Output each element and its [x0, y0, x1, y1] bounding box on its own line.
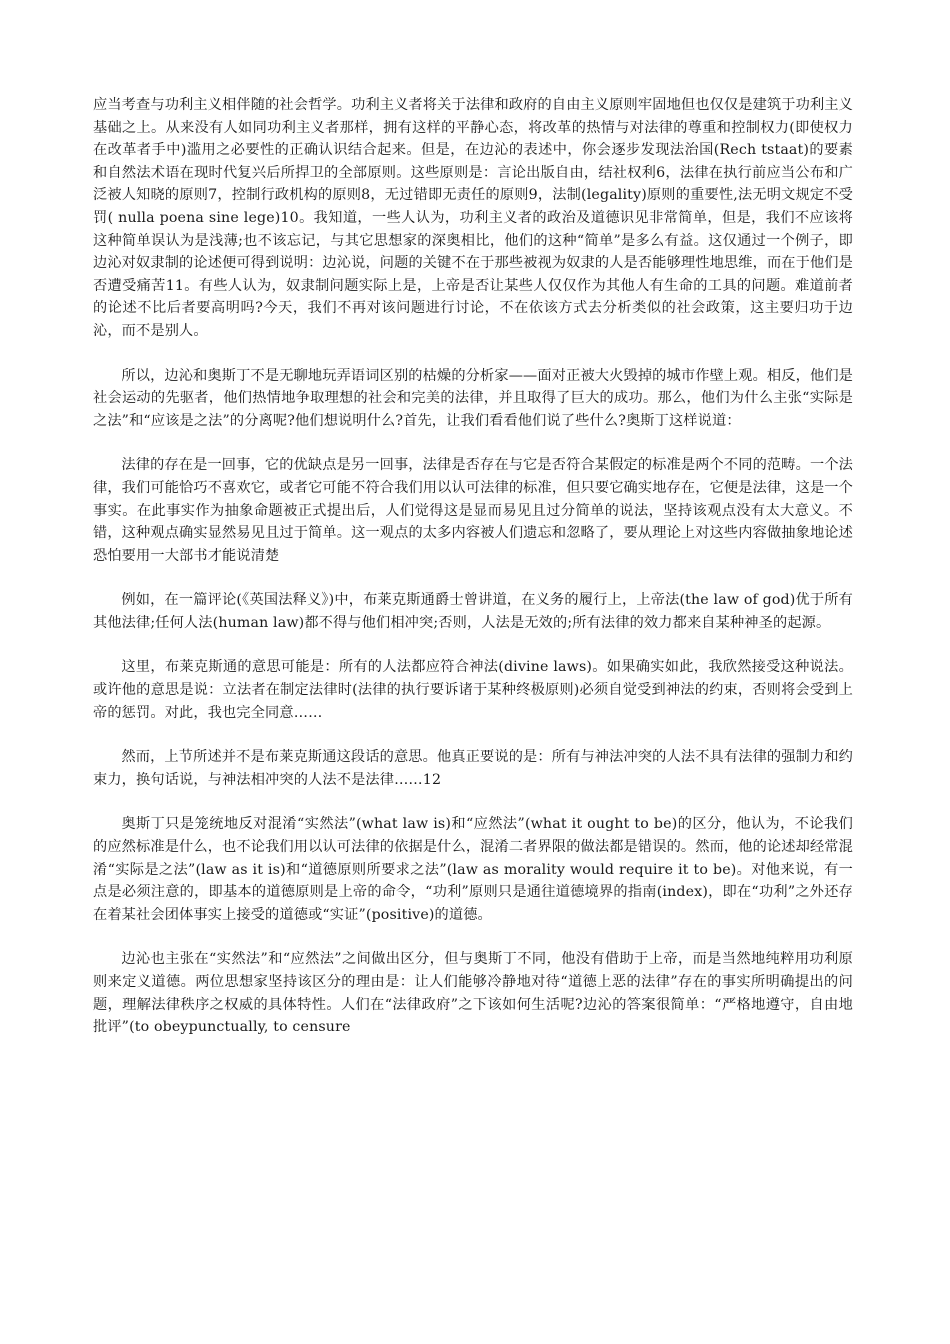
document-page — [93, 94, 853, 1061]
paragraph-blackstone-divine-laws: 这里，布莱克斯通的意思可能是：所有的人法都应符合神法(divine laws)。如果确实如此，我欣然接受这种说法。或许他的意思是说：立法者在制定法律时(法律的执行要诉诸于某种终极原则)必须自觉受到神法的约束，否则将会受到上帝的惩罚。对此，我也完全同意…… — [93, 659, 853, 721]
paragraph-austin-quote-existence-of-law: 法律的存在是一回事，它的优缺点是另一回事，法律是否存在与它是否符合某假定的标准是两个不同的范畴。一个法律，我们可能恰巧不喜欢它，或者它可能不符合我们用以认可法律的标准，但只要它确实地存在，它便是法律，这是一个事实。在此事实作为抽象命题被正式提出后，人们觉得这是显而易见且过分简单的说法，坚持该观点没有太大意义。不错，这种观点确实显然易见且过于简单。这一观点的太多内容被人们遗忘和忽略了，要从理论上对这些内容做抽象地论述恐怕要用一大部书才能说清楚 — [93, 457, 853, 564]
paragraph-austin-is-ought-distinction: 奥斯丁只是笼统地反对混淆“实然法”(what law is)和“应然法”(what it ought to be)的区分，他认为，不论我们的应然标准是什么，也不论我们用以认可法律的依据是什么，混淆二者界限的做法都是错误的。然而，他的论述却经常混淆“实际是之法”(law as it is)和“道德原则所要求之法”(law as morality would require it to be)。对他来说，有一点是必须注意的，即基本的道德原则是上帝的命令，“功利”原则只是通往道德境界的指南(index)，即在“功利”之外还存在着某社会团体事实上接受的道德或“实证”(positive)的道德。 — [93, 816, 853, 923]
paragraph-blackstone-meaning: 然而，上节所述并不是布莱克斯通这段话的意思。他真正要说的是：所有与神法冲突的人法不具有法律的强制力和约束力，换句话说，与神法相冲突的人法不是法律……12 — [93, 749, 853, 788]
paragraph-bentham-obey-censure: 边沁也主张在“实然法”和“应然法”之间做出区分，但与奥斯丁不同，他没有借助于上帝，而是当然地纯粹用功利原则来定义道德。两位思想家坚持该区分的理由是：让人们能够冷静地对待“道德上恶的法律”存在的事实所明确提出的问题，理解法律秩序之权威的具体特性。人们在“法律政府”之下该如何生活呢?边沁的答案很简单：“严格地遵守，自由地批评”(to obeypunctually, to censure — [93, 951, 853, 1036]
paragraph-utilitarian-social-philosophy: 应当考查与功利主义相伴随的社会哲学。功利主义者将关于法律和政府的自由主义原则牢固地但也仅仅是建筑于功利主义基础之上。从来没有人如同功利主义者那样，拥有这样的平静心态，将改革的热情与对法律的尊重和控制权力(即使权力在改革者手中)滥用之必要性的正确认识结合起来。但是，在边沁的表述中，你会逐步发现法治国(Rech tstaat)的要素和自然法术语在现时代复兴后所捍卫的全部原则。这些原则是：言论出版自由，结社权利6，法律在执行前应当公布和广泛被人知晓的原则7，控制行政机构的原则8，无过错即无责任的原则9，法制(legality)原则的重要性,法无明文规定不受罚( nulla poena sine lege)10。我知道，一些人认为，功利主义者的政治及道德识见非常简单，但是，我们不应该将这种简单误认为是浅薄;也不该忘记，与其它思想家的深奥相比，他们的这种“简单”是多么有益。这仅通过一个例子，即边沁对奴隶制的论述便可得到说明：边沁说，问题的关键不在于那些被视为奴隶的人是否能够理性地思维，而在于他们是否遭受痛苦11。有些人认为，奴隶制问题实际上是，上帝是否让某些人仅仅作为其他人有生命的工具的问题。难道前者的论述不比后者要高明吗?今天，我们不再对该问题进行讨论，不在依该方式去分析类似的社会政策，这主要归功于边沁，而不是别人。 — [93, 97, 853, 339]
paragraph-bentham-austin-pioneers: 所以，边沁和奥斯丁不是无聊地玩弄语词区别的枯燥的分析家——面对正被大火毁掉的城市作壁上观。相反，他们是社会运动的先驱者，他们热情地争取理想的社会和完美的法律，并且取得了巨大的成功。那么，他们为什么主张“实际是之法”和“应该是之法”的分离呢?他们想说明什么?首先，让我们看看他们说了些什么?奥斯丁这样说道： — [93, 367, 853, 429]
paragraph-blackstone-law-of-god: 例如，在一篇评论(《英国法释义》)中，布莱克斯通爵士曾讲道，在义务的履行上，上帝法(the law of god)优于所有其他法律;任何人法(human law)都不得与他们相冲突;否则，人法是无效的;所有法律的效力都来自某种神圣的起源。 — [93, 592, 853, 631]
